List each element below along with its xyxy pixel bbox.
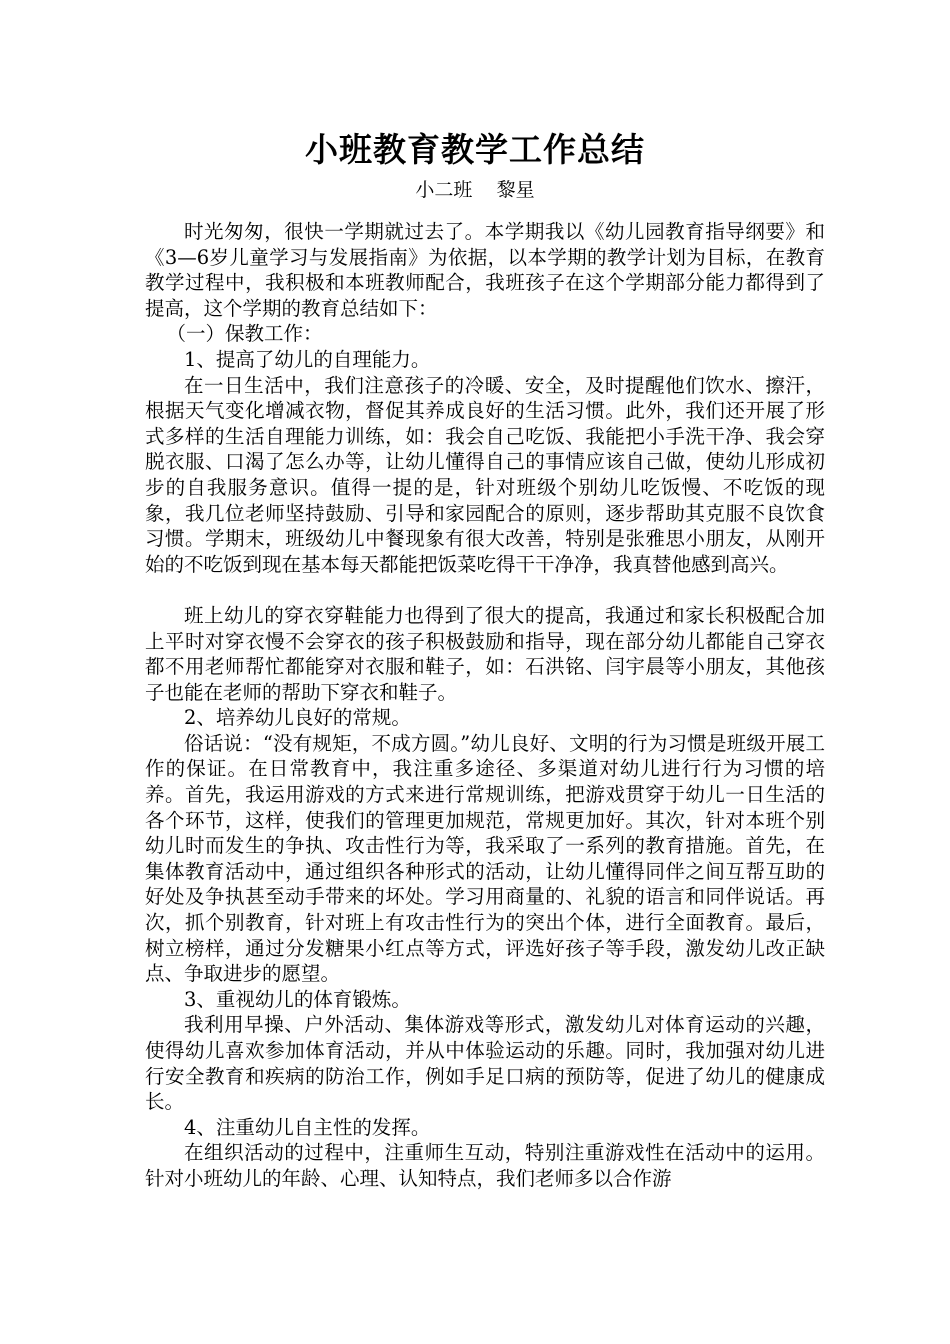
subheading-self-care: 1、提高了幼儿的自理能力。 [184, 347, 431, 371]
paragraph-routines: 俗话说：“没有规矩，不成方圆。”幼儿良好、文明的行为习惯是班级开展工作的保证。在日常教育中，我注重多途径、多渠道对幼儿进行行为习惯的培养。首先，我运用游戏的方式来进行常规训练，把游戏贯穿于幼儿一日生活的各个环节，这样，使我们的管理更加规范，常规更加好。其次，针对本班个别幼儿时而发生的争执、攻击性行为等，我采取了一系列的教育措施。首先，在集体教育活动中，通过组织各种形式的活动，让幼儿懂得同伴之间互帮互助的好处及争执甚至动手带来的坏处。学习用商量的、礼貌的语言和同伴说话。再次，抓个别教育，针对班上有攻击性行为的突出个体，进行全面教育。最后，树立榜样，通过分发糖果小红点等方式，评选好孩子等手段，激发幼儿改正缺点、争取进步的愿望。 [145, 731, 825, 986]
intro-paragraph: 时光匆匆，很快一学期就过去了。本学期我以《幼儿园教育指导纲要》和《3—6岁儿童学习与发展指南》为依据，以本学期的教学计划为目标，在教育教学过程中，我积极和本班教师配合，我班孩子在这个学期部分能力都得到了提高，这个学期的教育总结如下： [145, 220, 825, 320]
paragraph-autonomy: 在组织活动的过程中，注重师生互动，特别注重游戏性在活动中的运用。针对小班幼儿的年龄、心理、认知特点，我们老师多以合作游 [145, 1141, 825, 1190]
author-byline: 小二班 黎星 [415, 179, 535, 201]
document-title: 小班教育教学工作总结 [305, 130, 645, 169]
paragraph-dressing: 班上幼儿的穿衣穿鞋能力也得到了很大的提高，我通过和家长积极配合加上平时对穿衣慢不会穿衣的孩子积极鼓励和指导，现在部分幼儿都能自己穿衣都不用老师帮忙都能穿对衣服和鞋子，如：石洪铭、闫宇晨等小朋友，其他孩子也能在老师的帮助下穿衣和鞋子。 [145, 603, 825, 704]
subheading-routines: 2、培养幼儿良好的常规。 [184, 706, 411, 730]
paragraph-exercise: 我利用早操、户外活动、集体游戏等形式，激发幼儿对体育运动的兴趣，使得幼儿喜欢参加体育活动，并从中体验运动的乐趣。同时，我加强对幼儿进行安全教育和疾病的防治工作，例如手足口病的预防等，促进了幼儿的健康成长。 [145, 1013, 825, 1114]
section-heading-care: （一）保教工作： [166, 322, 323, 346]
blank-line [145, 577, 825, 603]
subheading-autonomy: 4、注重幼儿自主性的发挥。 [184, 1115, 431, 1139]
subheading-exercise: 3、重视幼儿的体育锻炼。 [184, 987, 411, 1011]
document-body [145, 219, 825, 1192]
paragraph-self-care: 在一日生活中，我们注意孩子的冷暖、安全，及时提醒他们饮水、擦汗，根据天气变化增减衣物，督促其养成良好的生活习惯。此外，我们还开展了形式多样的生活自理能力训练，如：我会自己吃饭、我能把小手洗干净、我会穿脱衣服、口渴了怎么办等，让幼儿懂得自己的事情应该自己做，使幼儿形成初步的自我服务意识。值得一提的是，针对班级个别幼儿吃饭慢、不吃饭的现象，我几位老师坚持鼓励、引导和家园配合的原则，逐步帮助其克服不良饮食习惯。学期末，班级幼儿中餐现象有很大改善，特别是张雅思小朋友，从刚开始的不吃饭到现在基本每天都能把饭菜吃得干干净净，我真替他感到高兴。 [145, 373, 825, 576]
